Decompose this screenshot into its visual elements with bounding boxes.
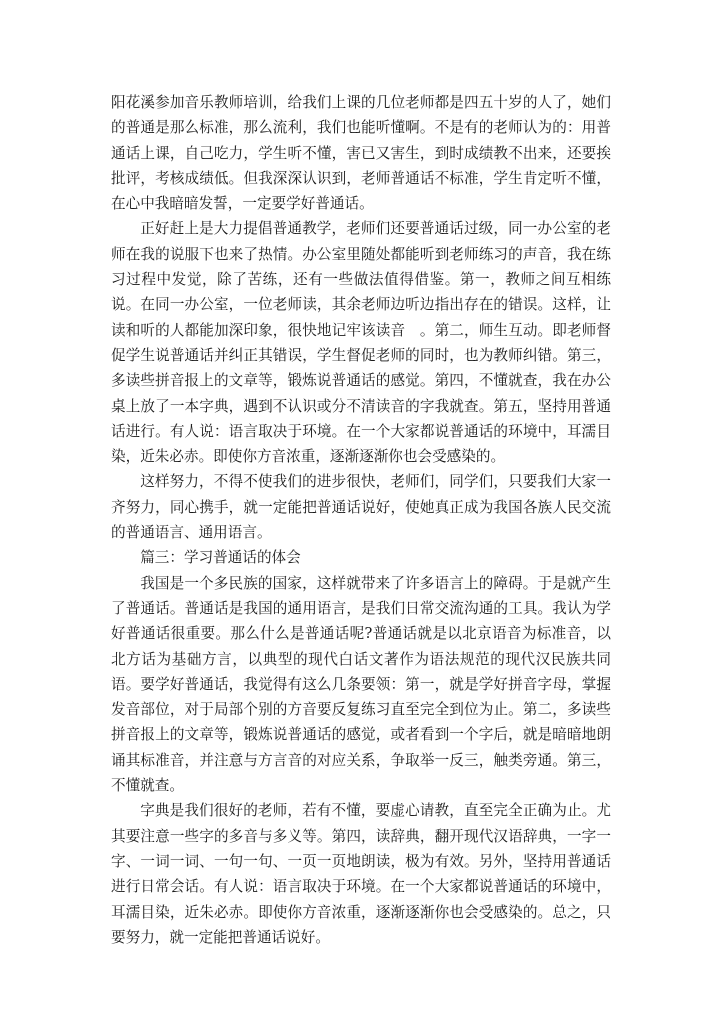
paragraph-section-intro: 我国是一个多民族的国家，这样就带来了许多语言上的障碍。于是就产生了普通话。普通话是我国的通用语言，是我们日常交流沟通的工具。我认为学好普通话很重要。那么什么是普通话呢?普通话就是以北京语音为标准音，以北方话为基础方言，以典型的现代白话文著作为语法规范的现代汉民族共同语。要学好普通话，我觉得有这么几条要领：第一，就是学好拼音字母，掌握发音部位，对于局部个别的方音要反复练习直至完全到位为止。第二，多读些拼音报上的文章等，锻炼说普通话的感觉，或者看到一个字后，就是暗暗地朗诵其标准音，并注意与方言音的对应关系，争取举一反三，触类旁通。第三，不懂就查。 xyxy=(111,574,611,795)
document-body xyxy=(111,90,611,950)
paragraph-practice-methods: 正好赶上是大力提倡普通教学，老师们还要普通话过级，同一办公室的老师在我的说服下也来了热情。办公室里随处都能听到老师练习的声音，我在练习过程中发觉，除了苦练，还有一些做法值得借鉴。第一，教师之间互相练说。在同一办公室，一位老师读，其余老师边听边指出存在的错误。这样，让读和听的人都能加深印象，很快地记牢该读音 。第二，师生互动。即老师督促学生说普通话并纠正其错误，学生督促老师的同时，也为教师纠错。第三，多读些拼音报上的文章等，锻炼说普通话的感觉。第四，不懂就查，我在办公桌上放了一本字典，遇到不认识或分不清读音的字我就查。第五，坚持用普通话进行。有人说：语言取决于环境。在一个大家都说普通话的环境中，耳濡目染，近朱必赤。即使你方音浓重，逐渐逐渐你也会受感染的。 xyxy=(111,220,611,466)
section-title: 篇三：学习普通话的体会 xyxy=(140,549,301,567)
paragraph-continued: 阳花溪参加音乐教师培训，给我们上课的几位老师都是四五十岁的人了，她们的普通是那么标准，那么流利，我们也能听懂啊。不是有的老师认为的：用普通话上课，自己吃力，学生听不懂，害已又害生，到时成绩教不出来，还要挨批评，考核成绩低。但我深深认识到，老师普通话不标准，学生肯定听不懂，在心中我暗暗发誓，一定要学好普通话。 xyxy=(111,94,611,213)
paragraph-conclusion: 这样努力，不得不使我们的进步很快，老师们，同学们，只要我们大家一齐努力，同心携手，就一定能把普通话说好，使她真正成为我国各族人民交流的普通语言、通用语言。 xyxy=(111,473,611,542)
paragraph-section-dictionary: 字典是我们很好的老师，若有不懂，要虚心请教，直至完全正确为止。尤其要注意一些字的多音与多义等。第四，读辞典，翻开现代汉语辞典，一字一字、一词一词、一句一句、一页一页地朗读，极为有效。另外，坚持用普通话进行日常会话。有人说：语言取决于环境。在一个大家都说普通话的环境中，耳濡目染，近朱必赤。即使你方音浓重，逐渐逐渐你也会受感染的。总之，只要努力，就一定能把普通话说好。 xyxy=(111,802,611,946)
